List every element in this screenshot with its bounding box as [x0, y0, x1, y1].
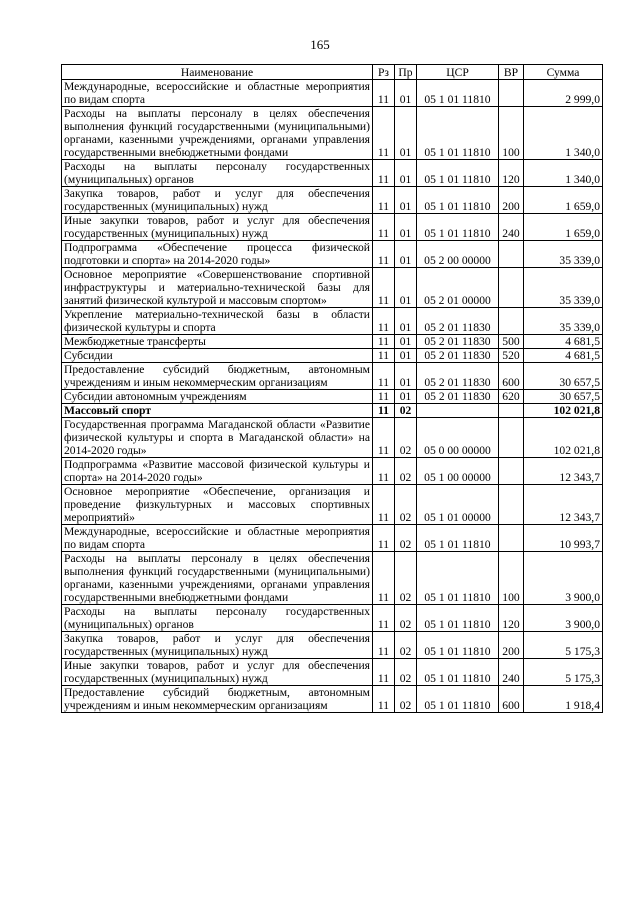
row-vr — [499, 404, 524, 418]
row-csr: 05 1 01 11810 — [417, 80, 499, 107]
table-row — [62, 107, 603, 160]
row-sum: 3 900,0 — [524, 605, 603, 632]
row-csr: 05 1 01 00000 — [417, 485, 499, 525]
row-vr: 500 — [499, 335, 524, 349]
row-name: Иные закупки товаров, работ и услуг для обеспечения государственных (муниципальных) нужд — [62, 659, 373, 686]
row-pr: 01 — [395, 160, 417, 187]
row-rz: 11 — [373, 404, 395, 418]
row-name: Иные закупки товаров, работ и услуг для обеспечения государственных (муниципальных) нужд — [62, 214, 373, 241]
row-vr: 200 — [499, 632, 524, 659]
row-csr: 05 2 01 11830 — [417, 335, 499, 349]
budget-table — [61, 64, 603, 713]
row-name: Подпрограмма «Развитие массовой физической культуры и спорта» на 2014-2020 годы» — [62, 458, 373, 485]
row-csr: 05 1 01 11810 — [417, 187, 499, 214]
table-row — [62, 214, 603, 241]
row-vr — [499, 241, 524, 268]
header-csr: ЦСР — [417, 65, 499, 80]
table-row — [62, 335, 603, 349]
row-sum: 12 343,7 — [524, 485, 603, 525]
row-rz: 11 — [373, 107, 395, 160]
row-csr: 05 1 00 00000 — [417, 458, 499, 485]
row-rz: 11 — [373, 390, 395, 404]
row-sum: 2 999,0 — [524, 80, 603, 107]
row-pr: 01 — [395, 241, 417, 268]
row-pr: 01 — [395, 107, 417, 160]
row-rz: 11 — [373, 485, 395, 525]
row-csr: 05 1 01 11810 — [417, 659, 499, 686]
table-body — [62, 80, 603, 713]
row-sum: 4 681,5 — [524, 335, 603, 349]
row-rz: 11 — [373, 659, 395, 686]
table-row — [62, 418, 603, 458]
row-vr — [499, 308, 524, 335]
row-vr — [499, 80, 524, 107]
row-pr: 02 — [395, 404, 417, 418]
row-name: Расходы на выплаты персоналу в целях обеспечения выполнения функций государственными (муниципальными) органами, казенными учреждениями, органами управления государственными внебюджетными фондами — [62, 552, 373, 605]
row-sum: 4 681,5 — [524, 349, 603, 363]
row-pr: 01 — [395, 363, 417, 390]
row-csr: 05 0 00 00000 — [417, 418, 499, 458]
row-rz: 11 — [373, 363, 395, 390]
row-vr — [499, 458, 524, 485]
row-pr: 02 — [395, 686, 417, 713]
row-pr: 01 — [395, 349, 417, 363]
row-sum: 3 900,0 — [524, 552, 603, 605]
row-rz: 11 — [373, 335, 395, 349]
row-pr: 01 — [395, 335, 417, 349]
table-row — [62, 268, 603, 308]
row-name: Подпрограмма «Обеспечение процесса физической подготовки и спорта» на 2014-2020 годы» — [62, 241, 373, 268]
page-number: 165 — [310, 37, 330, 52]
row-vr: 600 — [499, 686, 524, 713]
row-name: Субсидии автономным учреждениям — [62, 390, 373, 404]
row-name: Международные, всероссийские и областные мероприятия по видам спорта — [62, 80, 373, 107]
table-row — [62, 308, 603, 335]
row-rz: 11 — [373, 241, 395, 268]
header-rz: Рз — [373, 65, 395, 80]
table-row — [62, 80, 603, 107]
row-sum: 1 340,0 — [524, 107, 603, 160]
row-sum: 1 340,0 — [524, 160, 603, 187]
row-rz: 11 — [373, 632, 395, 659]
row-pr: 02 — [395, 418, 417, 458]
row-pr: 01 — [395, 187, 417, 214]
table-row — [62, 363, 603, 390]
row-sum: 30 657,5 — [524, 390, 603, 404]
row-name: Предоставление субсидий бюджетным, автономным учреждениям и иным некоммерческим организациям — [62, 686, 373, 713]
row-pr: 02 — [395, 525, 417, 552]
row-vr: 120 — [499, 160, 524, 187]
table-row — [62, 525, 603, 552]
row-csr: 05 2 01 00000 — [417, 268, 499, 308]
row-vr: 100 — [499, 552, 524, 605]
table-row — [62, 241, 603, 268]
row-name: Международные, всероссийские и областные мероприятия по видам спорта — [62, 525, 373, 552]
row-sum: 30 657,5 — [524, 363, 603, 390]
row-vr: 200 — [499, 187, 524, 214]
row-pr: 02 — [395, 605, 417, 632]
row-name: Укрепление материально-технической базы в области физической культуры и спорта — [62, 308, 373, 335]
table-header-row — [62, 65, 603, 80]
row-csr: 05 2 01 11830 — [417, 390, 499, 404]
row-name: Основное мероприятие «Совершенствование спортивной инфраструктуры и материально-технической базы для занятий физической культурой и массовым спортом» — [62, 268, 373, 308]
row-vr: 620 — [499, 390, 524, 404]
row-sum: 35 339,0 — [524, 241, 603, 268]
row-pr: 01 — [395, 308, 417, 335]
row-csr: 05 1 01 11810 — [417, 632, 499, 659]
row-rz: 11 — [373, 80, 395, 107]
row-sum: 102 021,8 — [524, 418, 603, 458]
row-name: Расходы на выплаты персоналу государственных (муниципальных) органов — [62, 160, 373, 187]
table-row — [62, 659, 603, 686]
row-vr — [499, 268, 524, 308]
row-name: Расходы на выплаты персоналу в целях обеспечения выполнения функций государственными (муниципальными) органами, казенными учреждениями, органами управления государственными внебюджетными фондами — [62, 107, 373, 160]
row-csr: 05 2 01 11830 — [417, 308, 499, 335]
row-name: Закупка товаров, работ и услуг для обеспечения государственных (муниципальных) нужд — [62, 187, 373, 214]
table-row — [62, 686, 603, 713]
row-rz: 11 — [373, 552, 395, 605]
row-csr: 05 1 01 11810 — [417, 525, 499, 552]
row-rz: 11 — [373, 605, 395, 632]
row-rz: 11 — [373, 268, 395, 308]
row-pr: 01 — [395, 80, 417, 107]
table-row — [62, 160, 603, 187]
row-rz: 11 — [373, 525, 395, 552]
row-rz: 11 — [373, 418, 395, 458]
row-name: Закупка товаров, работ и услуг для обеспечения государственных (муниципальных) нужд — [62, 632, 373, 659]
row-csr: 05 1 01 11810 — [417, 605, 499, 632]
row-name: Государственная программа Магаданской области «Развитие физической культуры и спорта в Магаданской области» на 2014-2020 годы» — [62, 418, 373, 458]
row-csr: 05 2 00 00000 — [417, 241, 499, 268]
row-vr — [499, 418, 524, 458]
row-rz: 11 — [373, 308, 395, 335]
row-sum: 12 343,7 — [524, 458, 603, 485]
row-vr: 240 — [499, 659, 524, 686]
row-vr: 600 — [499, 363, 524, 390]
row-rz: 11 — [373, 214, 395, 241]
header-vr: ВР — [499, 65, 524, 80]
row-name: Массовый спорт — [62, 404, 373, 418]
row-csr: 05 1 01 11810 — [417, 686, 499, 713]
row-sum: 5 175,3 — [524, 632, 603, 659]
row-vr — [499, 525, 524, 552]
row-sum: 10 993,7 — [524, 525, 603, 552]
table-row — [62, 390, 603, 404]
row-pr: 01 — [395, 390, 417, 404]
row-vr: 120 — [499, 605, 524, 632]
row-vr — [499, 485, 524, 525]
table-row — [62, 187, 603, 214]
row-sum: 1 659,0 — [524, 187, 603, 214]
row-pr: 02 — [395, 458, 417, 485]
table-row — [62, 485, 603, 525]
table-row — [62, 552, 603, 605]
row-rz: 11 — [373, 187, 395, 214]
table-row — [62, 605, 603, 632]
row-name: Субсидии — [62, 349, 373, 363]
row-name: Расходы на выплаты персоналу государственных (муниципальных) органов — [62, 605, 373, 632]
row-sum: 35 339,0 — [524, 268, 603, 308]
table-row — [62, 632, 603, 659]
row-rz: 11 — [373, 458, 395, 485]
table-row — [62, 404, 603, 418]
row-csr: 05 1 01 11810 — [417, 552, 499, 605]
row-name: Межбюджетные трансферты — [62, 335, 373, 349]
row-pr: 02 — [395, 552, 417, 605]
row-name: Основное мероприятие «Обеспечение, организация и проведение физкультурных и массовых спортивных мероприятий» — [62, 485, 373, 525]
row-pr: 02 — [395, 659, 417, 686]
row-sum: 1 918,4 — [524, 686, 603, 713]
row-rz: 11 — [373, 349, 395, 363]
row-pr: 01 — [395, 214, 417, 241]
row-vr: 100 — [499, 107, 524, 160]
row-sum: 5 175,3 — [524, 659, 603, 686]
header-pr: Пр — [395, 65, 417, 80]
header-name: Наименование — [62, 65, 373, 80]
row-csr: 05 1 01 11810 — [417, 107, 499, 160]
row-pr: 02 — [395, 485, 417, 525]
row-vr: 240 — [499, 214, 524, 241]
row-name: Предоставление субсидий бюджетным, автономным учреждениям и иным некоммерческим организациям — [62, 363, 373, 390]
row-rz: 11 — [373, 686, 395, 713]
row-csr: 05 2 01 11830 — [417, 349, 499, 363]
row-pr: 02 — [395, 632, 417, 659]
table-row — [62, 349, 603, 363]
row-pr: 01 — [395, 268, 417, 308]
row-csr: 05 1 01 11810 — [417, 160, 499, 187]
row-sum: 35 339,0 — [524, 308, 603, 335]
row-csr — [417, 404, 499, 418]
header-sum: Сумма — [524, 65, 603, 80]
row-csr: 05 2 01 11830 — [417, 363, 499, 390]
row-vr: 520 — [499, 349, 524, 363]
row-sum: 102 021,8 — [524, 404, 603, 418]
row-sum: 1 659,0 — [524, 214, 603, 241]
row-rz: 11 — [373, 160, 395, 187]
row-csr: 05 1 01 11810 — [417, 214, 499, 241]
table-row — [62, 458, 603, 485]
